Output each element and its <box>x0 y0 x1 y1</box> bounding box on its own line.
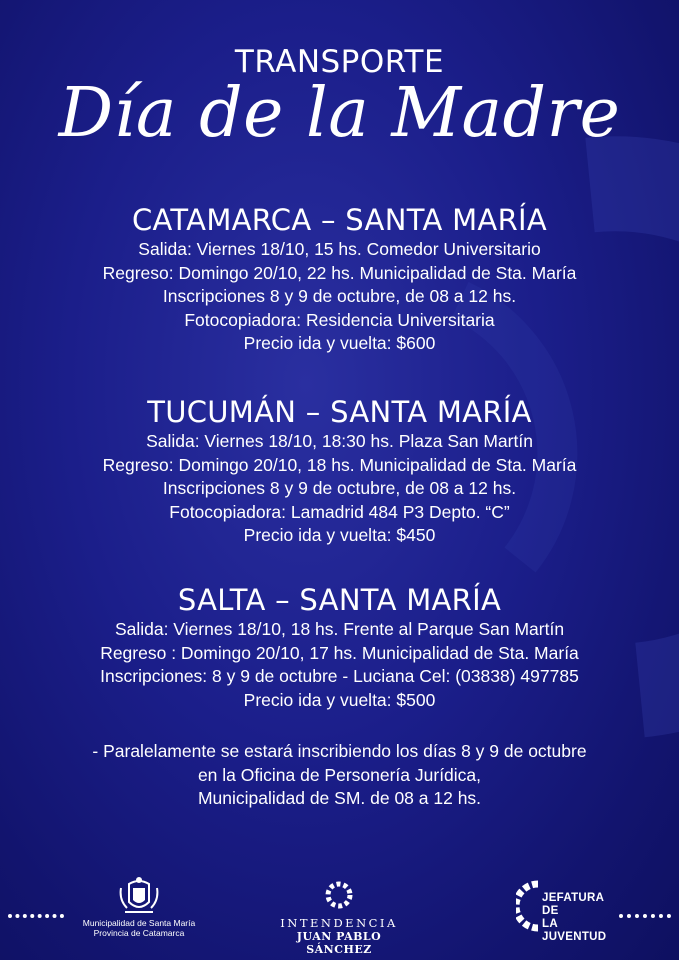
footer <box>0 870 679 956</box>
return-line: Regreso: Domingo 20/10, 22 hs. Municipalidad de Sta. María <box>102 262 577 283</box>
registration-line: Inscripciones 8 y 9 de octubre, de 08 a 12 hs. <box>162 286 517 307</box>
return-line: Regreso : Domingo 20/10, 17 hs. Municipalidad de Sta. María <box>100 642 579 663</box>
intendente-name: JUAN PABLO SÁNCHEZ <box>296 930 382 956</box>
page-title: Día de la Madre <box>58 74 621 153</box>
price-line: Precio ida y vuelta: $450 <box>243 525 436 546</box>
return-line: Regreso: Domingo 20/10, 18 hs. Municipalidad de Sta. María <box>102 454 577 475</box>
departure-line: Salida: Viernes 18/10, 15 hs. Comedor Universitario <box>138 239 541 259</box>
note-line: - Paralelamente se estará inscribiendo los días 8 y 9 de octubre <box>92 741 587 761</box>
coat-of-arms-icon <box>117 876 161 918</box>
price-line: Precio ida y vuelta: $600 <box>243 333 436 354</box>
route-section-tucuman <box>0 394 679 548</box>
registration-line: Inscripciones: 8 y 9 de octubre - Luciana Cel: (03838) 497785 <box>100 666 579 687</box>
note-section <box>0 740 679 811</box>
intendencia-logo <box>264 880 414 956</box>
route-section-catamarca <box>0 202 679 356</box>
note-line: en la Oficina de Personería Jurídica, <box>197 764 482 785</box>
municipality-logo <box>72 876 206 938</box>
dotted-ring-icon <box>324 880 354 910</box>
route-title: TUCUMÁN – SANTA MARÍA <box>147 395 532 429</box>
jefatura-line2: LA JUVENTUD <box>542 918 607 943</box>
note-line: Municipalidad de SM. de 08 a 12 hs. <box>197 788 482 809</box>
jefatura-logo <box>516 880 616 943</box>
route-title: CATAMARCA – SANTA MARÍA <box>131 203 548 237</box>
dotted-divider-left <box>8 914 64 922</box>
departure-line: Salida: Viernes 18/10, 18 hs. Frente al Parque San Martín <box>114 619 565 639</box>
jefatura-line1: JEFATURA DE <box>542 892 604 917</box>
location-line: Fotocopiadora: Residencia Universitaria <box>184 309 495 330</box>
route-title: SALTA – SANTA MARÍA <box>177 583 502 617</box>
registration-line: Inscripciones 8 y 9 de octubre, de 08 a 12 hs. <box>162 478 517 499</box>
pre-title: TRANSPORTE <box>234 44 445 80</box>
route-section-salta <box>0 582 679 712</box>
jefatura-name <box>542 892 616 944</box>
location-line: Fotocopiadora: Lamadrid 484 P3 Depto. “C” <box>169 501 510 522</box>
municipality-name: Municipalidad de Santa María <box>82 918 196 928</box>
departure-line: Salida: Viernes 18/10, 18:30 hs. Plaza San Martín <box>146 431 533 451</box>
province-name: Provincia de Catamarca <box>93 928 185 938</box>
dotted-divider-right <box>619 914 671 922</box>
intendencia-label: INTENDENCIA <box>280 916 398 930</box>
price-line: Precio ida y vuelta: $500 <box>243 689 436 710</box>
